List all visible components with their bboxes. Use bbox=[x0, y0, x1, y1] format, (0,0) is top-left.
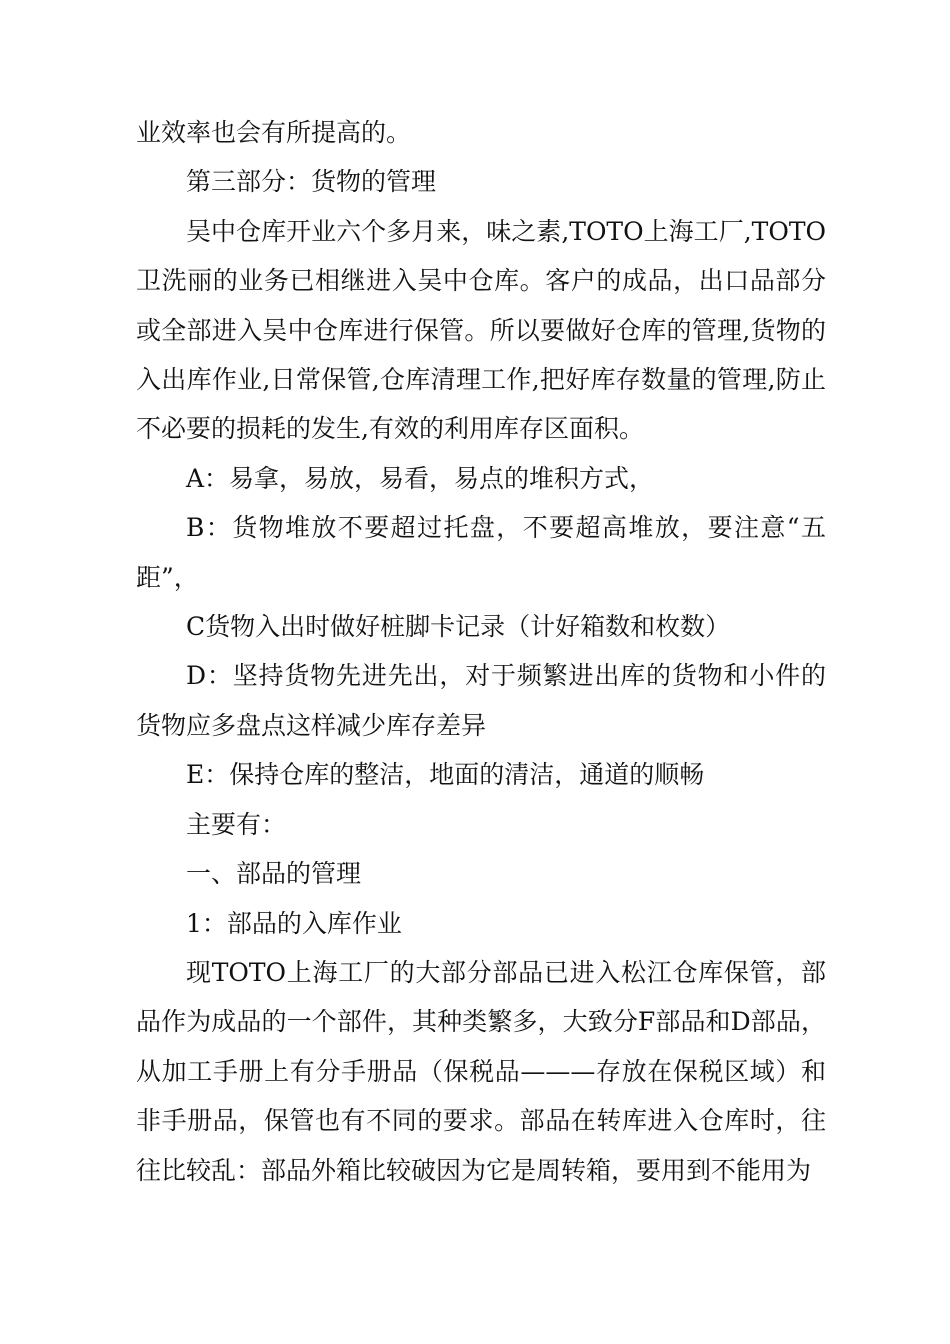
section-heading: 第三部分：货物的管理 bbox=[186, 167, 437, 197]
list-item-c: C货物入出时做好桩脚卡记录（计好箱数和枚数） bbox=[186, 612, 731, 642]
list-item-e: E：保持仓库的整洁，地面的清洁，通道的顺畅 bbox=[186, 760, 705, 790]
subsection-heading: 1：部品的入库作业 bbox=[186, 908, 402, 938]
document-body bbox=[136, 108, 826, 1195]
subsection-heading: 一、部品的管理 bbox=[186, 859, 362, 889]
paragraph: 主要有： bbox=[186, 809, 287, 839]
list-item-a: A：易拿，易放，易看，易点的堆积方式， bbox=[186, 463, 655, 493]
paragraph: 现TOTO上海工厂的大部分部品已进入松江仓库保管，部品作为成品的一个部件，其种类繁多，大致分F部品和D部品，从加工手册上有分手册品（保税品———存放在保税区域）和非手册品，保管也有不同的要求。部品在转库进入仓库时，往往比较乱：部品外箱比较破因为它是周转箱，要用到不能用为 bbox=[136, 957, 826, 1185]
list-item-b: B：货物堆放不要超过托盘，不要超高堆放，要注意“五距”， bbox=[136, 513, 826, 592]
list-item-d: D：坚持货物先进先出，对于频繁进出库的货物和小件的货物应多盘点这样减少库存差异 bbox=[136, 661, 826, 740]
paragraph: 吴中仓库开业六个多月来，味之素,TOTO上海工厂,TOTO卫洗丽的业务已相继进入吴中仓库。客户的成品，出口品部分或全部进入吴中仓库进行保管。所以要做好仓库的管理,货物的入出库作业,日常保管,仓库清理工作,把好库存数量的管理,防止不必要的损耗的发生,有效的利用库存区面积。 bbox=[136, 216, 826, 444]
paragraph: 业效率也会有所提高的。 bbox=[136, 118, 412, 147]
